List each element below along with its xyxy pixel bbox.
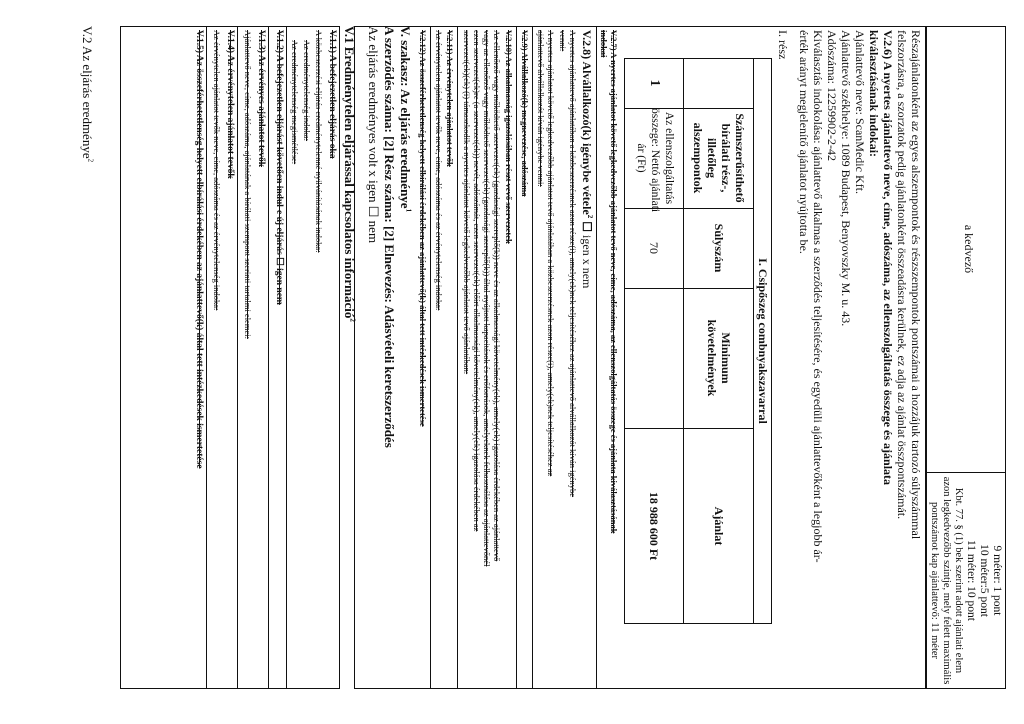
- struck-line-7: ezen szervezet(ek)re (a szervezet(ek)) nevét, adószámát, ezen szervezet(ek) előírt alkalmassági követelmény(ek), amely(ek) igazolása érdekében az: [472, 30, 482, 532]
- result-no: nem: [366, 220, 381, 244]
- subcontractor-options: igen x nem: [580, 235, 594, 289]
- section-v2-label: V.2 Az eljárás eredménye$^2$: [80, 26, 95, 163]
- struck-line-6: vagy az ellenőrző vagy működtető szervezet(ek) (gazdasági szereplő(k)) által nyújtott kapacitások és erőforrások, amelyeknek felhasználása az ajánlattevőnél: [482, 30, 492, 567]
- col-header-criteria-4: alszempontok: [691, 122, 705, 194]
- v12-options: igen nem: [274, 268, 284, 305]
- criteria-table-title: I. Csipőszeg combnyakszavarral: [756, 258, 770, 424]
- row-offer: 18 988 600 Ft: [647, 491, 661, 561]
- selection-reason-1: Kiválasztás indokolása: ajánlattevő alkalmas a szerződés teljesítésére, és egyedüli ajánlattevőként a legjobb ár-: [811, 30, 825, 563]
- v27-line-1: V.2.7) A nyertes ajánlatot követő legkedvezőbb ajánlatot tevő neve, címe, adószáma, az ellenszolgáltatás összege és ajánlata kiválasztásának: [609, 30, 619, 534]
- col-header-offer: Ajánlat: [712, 506, 726, 546]
- table-divider: [532, 26, 533, 689]
- struck-line-8: szervezet(ek)(ek) (i) támaszkodik a nyertes ajánlatot követő legkedvezőbb ajánlatot tevő ajánlatában:: [462, 30, 472, 375]
- row-criterion-2: összege: Nettó ajánlati: [649, 108, 661, 213]
- v212-line: V.2.12) Az összeférhetetlenség helyett elbírálási érdekében az ajánlattevő(k) által tett intézkedések ismertetése: [418, 30, 428, 427]
- v12-line: [273, 30, 284, 305]
- v11-line: V.1.1) A befejezetlen eljárás oka: [327, 30, 337, 159]
- winner-tax-number: Adószáma: 12259902-2-42: [825, 30, 839, 161]
- v210-line: V.2.10) Az alkalmasság igazolásában részt vevő szervezetek: [504, 30, 514, 244]
- winner-heading-1: V.2.6) A nyertes ajánlattevő neve, címe, adószáma, az ellenszolgáltatás összege és ajánlata: [881, 30, 895, 486]
- table-divider: [268, 26, 269, 689]
- v13-line: V.1.3) Az érvényes ajánlatot tevők: [256, 30, 266, 168]
- winner-heading-2: kiválasztásának indokai:: [867, 30, 881, 158]
- checkbox-icon[interactable]: ☐: [366, 205, 381, 218]
- v29-line: V.2.9) Alvállalkozó(k) megnevezése, adószáma: [520, 30, 530, 197]
- v11-b: Az eredménytelenség indoka:: [302, 40, 312, 142]
- struck-line-2: venni:: [558, 30, 568, 52]
- col-header-minimum-2: követelmények: [705, 319, 719, 397]
- table-divider: [624, 288, 754, 289]
- winner-address: Ajánlattevő székhelye: 1089 Budapest, Benyovszky M. u. 43.: [839, 30, 853, 327]
- weighting-text-2: felszorzásra, a szorzatok pedig ajánlatonként összeadásra kerülnek, ez adja az ajánlat összpontszámát.: [895, 30, 909, 520]
- row-number: 1: [647, 79, 662, 87]
- result-line-text: Az eljárás eredményes volt x igen: [366, 26, 381, 203]
- kbt-line-2: azon legkedvezőbb szintje, mely felett maximális: [941, 476, 952, 685]
- table-divider: [430, 26, 431, 689]
- col-header-minimum-1: Minimum: [719, 332, 733, 384]
- struck-line-3: A nyertes ajánlatot követő legkedvezőbb ajánlatot tevő ajánlatában a közbeszerzésnek azon része(i), amely(ek)nek teljesítéséhez az: [546, 30, 556, 477]
- v13-a: Ajánlattevő neve, címe, adószáma, ajánlatának a bírálati szempont szerinti tartalmi elemei:: [243, 30, 253, 339]
- row-criterion-1: Az ellenszolgáltatás: [663, 111, 675, 205]
- table-divider: [206, 26, 207, 689]
- section-v-heading: V. szakasz: Az eljárás eredménye$^1$: [398, 26, 413, 213]
- section-v2-label-text: V.2 Az eljárás eredménye: [80, 26, 95, 159]
- table-divider: [286, 26, 287, 689]
- table-divider: [237, 26, 238, 689]
- selection-reason-2: érték arányt megjelenítő ajánlatot nyújtotta be.: [797, 30, 811, 254]
- table-divider: [624, 428, 754, 429]
- table-divider: [624, 208, 754, 209]
- col-header-criteria-2: bírálati rész-,: [719, 123, 733, 193]
- table-divider: [683, 58, 684, 624]
- table-divider: [516, 26, 517, 689]
- v14-line: V.1.4) Az érvénytelen ajánlatot tevők: [225, 30, 235, 179]
- weighting-text-1: Részajánlatonként az egyes alszempontok és részszempontok pontszámai a hozzájuk tartozó súlyszámmal: [909, 30, 923, 540]
- v27-line-2: indokai: [599, 30, 609, 58]
- v11-c: Az eredménytelenség megismétlése:: [290, 40, 300, 165]
- subcontractor-heading-text: V.2.8) Alvállalkozó(k) igénybe vétele: [580, 30, 594, 215]
- v211-line: V.2.11) Az érvénytelen ajánlatot tevők: [445, 30, 455, 167]
- struck-line-5: Az ellenőrző vagy működtető szervezet(ek) (gazdasági szereplő(k)) neve és az alkalmassági követelmény(ek), amely(ek) igazolása érdekében az ajánlattevő: [492, 30, 502, 562]
- struck-line-1: A nyertes ajánlattevő ajánlatában a közbeszerzésnek azon része(i), amely(ek)nek teljesítéséhez az ajánlattevő alvállalkozót kíván igénybe: [568, 30, 578, 498]
- checkbox-icon[interactable]: ☐: [580, 221, 594, 233]
- struck-line-9: Az érvénytelen ajánlatot tevők neve, címe, adószáma és az érvénytelenség indoka:: [434, 30, 444, 311]
- cell-label-kedvezo: a kedvező: [962, 224, 976, 274]
- v15-line: V.1.5) Az összeférhetetlenség helyett elbírálási érdekében az ajánlattevő(k) által tett intézkedések ismertetése: [194, 30, 204, 469]
- contract-line: A szerződés száma: [2] Rész száma: [2] Elnevezés: Adásvételi keretszerződés: [382, 26, 397, 448]
- section-v1-heading-text: V.1 Eredménytelen eljárással kapcsolatos információ: [342, 26, 357, 319]
- score-line-1: 9 méter: 1 pont: [991, 545, 1003, 616]
- kbt-line-1: Kbt. 77. § (1) bek szerint adott ajánlati elem: [953, 487, 964, 674]
- section-v1-heading: V.1 Eredménytelen eljárással kapcsolatos információ$^2$: [342, 26, 357, 322]
- table-divider: [753, 58, 754, 624]
- winner-name: Ajánlattevő neve: ScanMedic Kft.: [853, 30, 867, 194]
- table-divider: [457, 26, 458, 689]
- score-line-3: 11 méter: 10 pont: [965, 539, 977, 622]
- result-line: [366, 26, 380, 243]
- struck-line-4: ajánlattevő alvállalkozót kíván igénybe venni:: [536, 30, 546, 187]
- score-line-2: 10 méter:5 pont: [978, 544, 990, 617]
- v11-a: A közbeszerzési eljárás eredménytelenné nyilvánításának indoka:: [314, 30, 324, 253]
- v14-a: Az érvénytelen ajánlatot tevők neve, címe, adószáma és az érvénytelenség indoka:: [212, 30, 222, 311]
- section-v-heading-text: V. szakasz: Az eljárás eredménye: [398, 26, 413, 209]
- part-label: I. rész: [776, 30, 790, 60]
- checkbox-icon[interactable]: ☐: [274, 257, 284, 266]
- row-weight: 70: [647, 242, 661, 254]
- v12-text: V.1.2) A befejezetlen eljárást követően indul-e új eljárás: [274, 30, 284, 255]
- col-header-weight: Súlyszám: [712, 223, 726, 273]
- subcontractor-heading: V.2.8) Alvállalkozó(k) igénybe vétele$^2$ ☐ igen x nem: [580, 30, 594, 289]
- col-header-criteria-3: illetőleg: [705, 138, 719, 178]
- kbt-line-3: pontszámot kap ajánlattevő: 11 méter: [929, 501, 940, 660]
- row-criterion-3: ár (Ft): [635, 143, 647, 173]
- table-divider: [596, 26, 597, 689]
- col-header-criteria-1: Számszerűsíthető: [733, 113, 747, 203]
